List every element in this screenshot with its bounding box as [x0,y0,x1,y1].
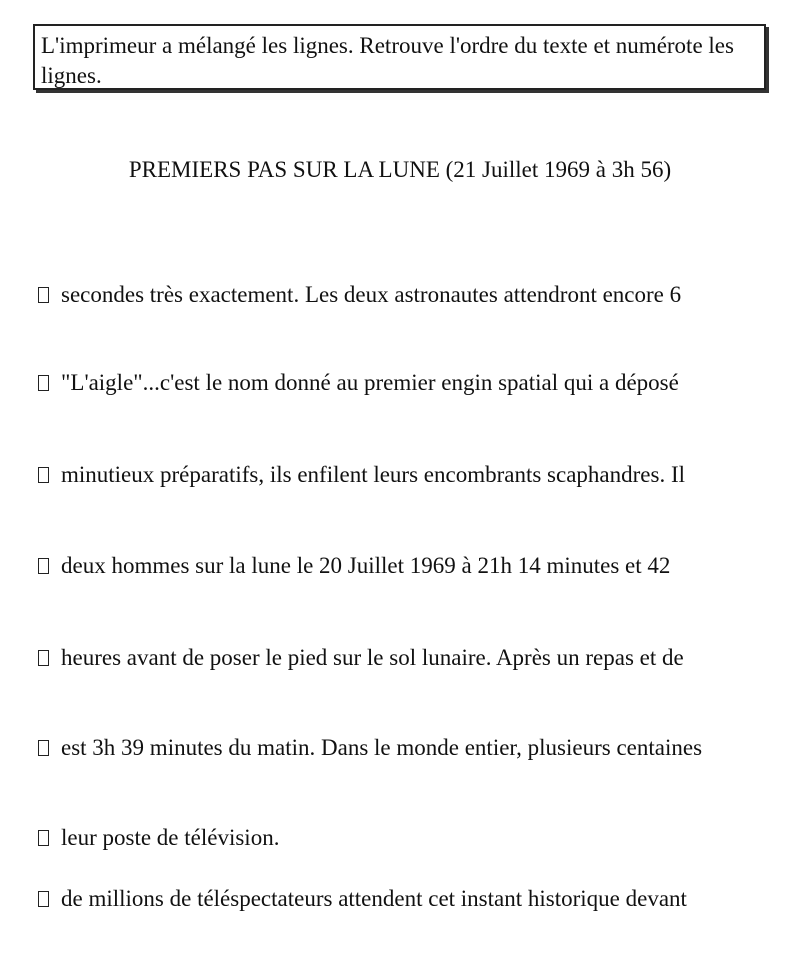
line-text: "L'aigle"...c'est le nom donné au premier engin spatial qui a déposé [61,370,679,395]
line-item [38,884,788,914]
number-box[interactable] [38,375,49,391]
line-text: est 3h 39 minutes du matin. Dans le monde entier, plusieurs centaines [61,735,703,760]
line-item [38,460,788,490]
instruction-box [33,24,766,90]
line-item [38,733,788,763]
number-box[interactable] [38,830,49,846]
line-text: secondes très exactement. Les deux astronautes attendront encore 6 [61,282,682,307]
instruction-text: L'imprimeur a mélangé les lignes. Retrouve l'ordre du texte et numérote les lignes. [41,33,734,88]
number-box[interactable] [38,467,49,483]
line-item [38,823,788,853]
number-box[interactable] [38,891,49,907]
line-item [38,551,788,581]
number-box[interactable] [38,650,49,666]
number-box[interactable] [38,740,49,756]
line-item [38,368,788,398]
page-title: PREMIERS PAS SUR LA LUNE (21 Juillet 1969 à 3h 56) [128,157,672,182]
line-item [38,643,788,673]
line-text: leur poste de télévision. [61,825,280,850]
line-text: de millions de téléspectateurs attendent cet instant historique devant [61,886,687,911]
line-item [38,280,788,310]
line-text: deux hommes sur la lune le 20 Juillet 1969 à 21h 14 minutes et 42 [61,553,671,578]
number-box[interactable] [38,558,49,574]
line-text: minutieux préparatifs, ils enfilent leurs encombrants scaphandres. Il [61,462,685,487]
line-text: heures avant de poser le pied sur le sol lunaire. Après un repas et de [61,645,684,670]
number-box[interactable] [38,287,49,303]
